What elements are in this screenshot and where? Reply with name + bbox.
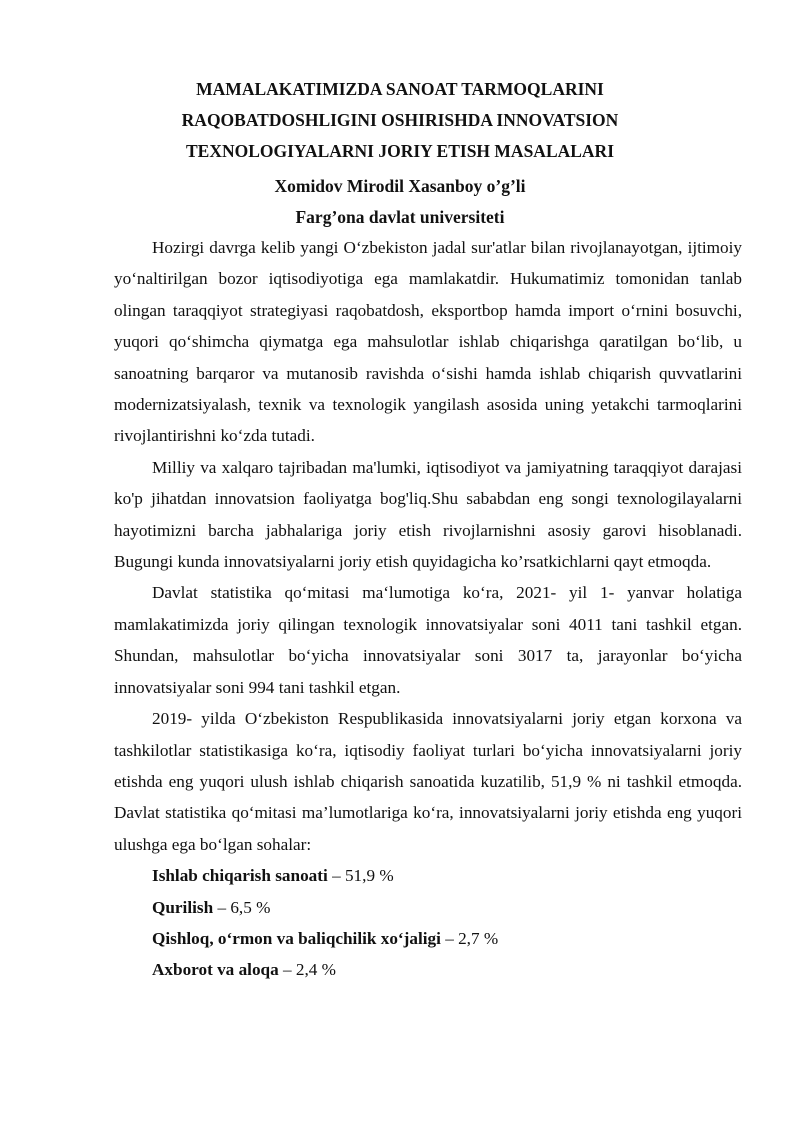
sector-name: Axborot va aloqa (152, 960, 279, 980)
title-line: TEXNOLOGIYALARNI JORIY ETISH MASALALARI (185, 141, 615, 161)
author-name: Xomidov Mirodil Xasanboy o’g’li (274, 176, 526, 196)
author-affiliation: Farg’ona davlat universiteti (295, 207, 505, 227)
sector-value: – 6,5 % (213, 897, 271, 917)
sector-name: Qishloq, o‘rmon va baliqchilik xo‘jaligi (152, 928, 441, 948)
sector-value: – 2,7 % (440, 928, 499, 948)
article-title (100, 74, 700, 167)
sector-name: Qurilish (152, 897, 214, 917)
sector-value: – 51,9 % (327, 866, 394, 886)
article-body (114, 232, 742, 986)
paragraph: Hozirgi davrga kelib yangi O‘zbekiston jadal sur'atlar bilan rivojlanayotgan, ijtimoiy yo‘naltirilgan bozor iqtisodiyotiga ega mamlakatdir. Hukumatimiz tomonidan tanlab olingan taraqqiyot strategiyasi raqobatdosh, eksportbop hamda import o‘rnini bosuvchi, yuqori qo‘shimcha qiymatga ega mahsulotlar ishlab chiqarishga qaratilgan bo‘lib, u sanoatning barqaror va mutanosib ravishda o‘sishi hamda ishlab chiqarish quvvatlarini modernizatsiyalash, texnik va texnologik yangilash asosida uning yetakchi tarmoqlarini rivojlantirishni ko‘zda tutadi. (114, 238, 742, 446)
sector-item (114, 923, 742, 954)
sector-value: – 2,4 % (278, 960, 336, 980)
sector-item (114, 954, 742, 985)
paragraph: 2019- yilda O‘zbekiston Respublikasida innovatsiyalarni joriy etgan korxona va tashkilotlar statistikasiga ko‘ra, iqtisodiy faoliyat turlari bo‘yicha innovatsiyalarni joriy etishda eng yuqori ulush ishlab chiqarish sanoatida kuzatilib, 51,9 % ni tashkil etmoqda. Davlat statistika qo‘mitasi ma’lumotlariga ko‘ra, innovatsiyalarni joriy etishda eng yuqori ulushga ega bo‘lgan sohalar: (114, 709, 742, 854)
sector-item (114, 892, 742, 923)
paragraph: Milliy va xalqaro tajribadan ma'lumki, iqtisodiyot va jamiyatning taraqqiyot darajasi ko'p jihatdan innovatsion faoliyatga bog'liq.Shu sababdan eng songi texnologilayalarni hayotimizni barcha jabhalariga joriy etish rivojlarnishni asosiy garovi hisoblanadi. Bugungi kunda innovatsiyalarni joriy etish quyidagicha ko’rsatkichlarni qayt etmoqda. (114, 457, 742, 572)
paragraph: Davlat statistika qo‘mitasi ma‘lumotiga ko‘ra, 2021- yil 1- yanvar holatiga mamlakatimizda joriy qilingan texnologik innovatsiyalar soni 4011 tani tashkil etgan. Shundan, mahsulotlar bo‘yicha innovatsiyalar soni 3017 ta, jarayonlar bo‘yicha innovatsiyalar soni 994 tani tashkil etgan. (114, 583, 742, 697)
title-line: RAQOBATDOSHLIGINI OSHIRISHDA INNOVATSION (181, 110, 619, 130)
title-line: MAMALAKATIMIZDA SANOAT TARMOQLARINI (196, 79, 604, 99)
sector-item (114, 860, 742, 891)
sector-name: Ishlab chiqarish sanoati (152, 866, 328, 886)
